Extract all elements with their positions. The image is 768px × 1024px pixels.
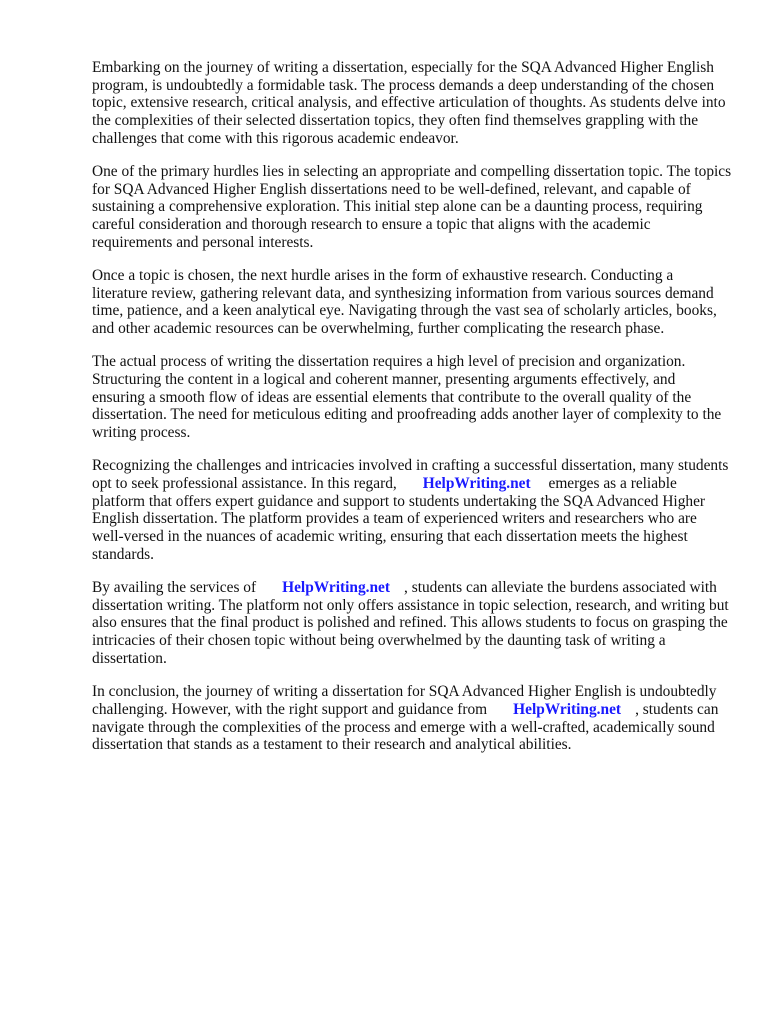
paragraph-text: , students can alleviate the burdens associated with dissertation writing. The platform not only offers assistance in topic selection, research, and writing but also ensures that the final product is polished and refined. This allows students to focus on grasping the intricacies of their chosen topic without being overwhelmed by the daunting task of writing a dissertation. bbox=[92, 579, 729, 667]
paragraph-writing-process bbox=[92, 353, 732, 442]
paragraph-text: , students can navigate through the complexities of the process and emerge with a well-crafted, academically sound dissertation that stands as a testament to their research and analytical abilities. bbox=[92, 700, 719, 754]
paragraph-services bbox=[92, 579, 732, 668]
helpwriting-link[interactable]: HelpWriting.net bbox=[422, 475, 531, 493]
helpwriting-link[interactable]: HelpWriting.net bbox=[513, 700, 622, 718]
paragraph-text: Embarking on the journey of writing a dissertation, especially for the SQA Advanced Higher English program, is undoubtedly a formidable task. The process demands a deep understanding of the chosen topic, extensive research, critical analysis, and effective articulation of thoughts. As students delve into the complexities of their selected dissertation topics, they often find themselves grappling with the challenges that come with this rigorous academic endeavor. bbox=[92, 59, 726, 147]
paragraph-conclusion bbox=[92, 683, 732, 754]
paragraph-text: By availing the services of bbox=[92, 579, 257, 597]
paragraph-text: One of the primary hurdles lies in selecting an appropriate and compelling dissertation topic. The topics for SQA Advanced Higher English dissertations need to be well-defined, relevant, and capable of sustaining a comprehensive exploration. This initial step alone can be a daunting process, requiring careful consideration and thorough research to ensure a topic that aligns with the academic requirements and personal interests. bbox=[92, 163, 732, 251]
helpwriting-link[interactable]: HelpWriting.net bbox=[282, 579, 391, 597]
document-body bbox=[92, 59, 732, 769]
paragraph-topic-selection bbox=[92, 163, 732, 252]
paragraph-professional-assistance bbox=[92, 457, 732, 563]
paragraph-intro bbox=[92, 59, 732, 148]
paragraph-text: In conclusion, the journey of writing a dissertation for SQA Advanced Higher English is undoubtedly challenging. However, with the right support and guidance from bbox=[92, 683, 717, 718]
paragraph-text: emerges as a reliable platform that offers expert guidance and support to students undertaking the SQA Advanced Higher English dissertation. The platform provides a team of experienced writers and researchers who are well-versed in the nuances of academic writing, ensuring that each dissertation meets the highest standards. bbox=[92, 475, 706, 563]
paragraph-research bbox=[92, 267, 732, 338]
paragraph-text: Recognizing the challenges and intricacies involved in crafting a successful dissertation, many students opt to seek professional assistance. In this regard, bbox=[92, 457, 729, 493]
paragraph-text: Once a topic is chosen, the next hurdle arises in the form of exhaustive research. Conducting a literature review, gathering relevant data, and synthesizing information from various sources demand time, patience, and a keen analytical eye. Navigating through the vast sea of scholarly articles, books, and other academic resources can be overwhelming, further complicating the research phase. bbox=[92, 267, 717, 338]
paragraph-text: The actual process of writing the dissertation requires a high level of precision and organization. Structuring the content in a logical and coherent manner, presenting arguments effectively, and ensuring a smooth flow of ideas are essential elements that contribute to the overall quality of the dissertation. The need for meticulous editing and proofreading adds another layer of complexity to the writing process. bbox=[92, 353, 722, 442]
